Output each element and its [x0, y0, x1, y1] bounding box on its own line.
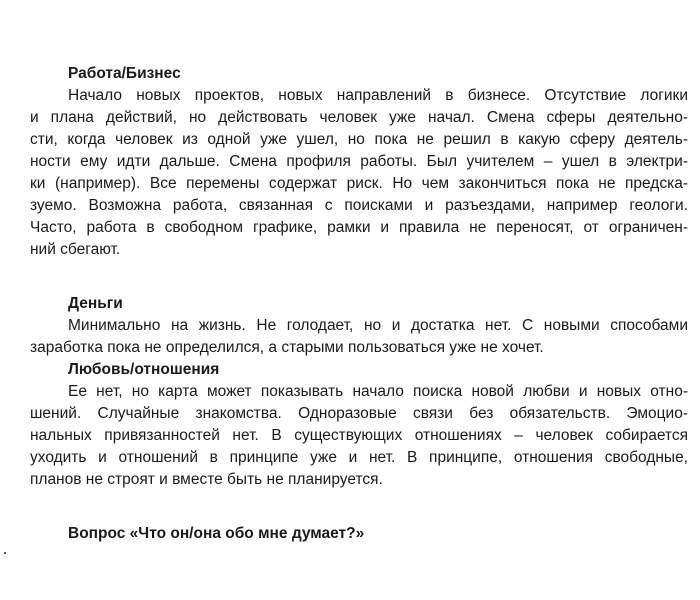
- section-heading-work: Работа/Бизнес: [68, 65, 181, 82]
- paragraph-line: Минимально на жизнь. Не голодает, но и достатка нет. С новыми способами: [68, 317, 688, 334]
- paragraph-line: и плана действий, но действовать человек уже начал. Смена сферы деятельно-: [30, 109, 688, 126]
- paragraph-line: ности ему идти дальше. Смена профиля работы. Был учителем – ушел в электри-: [30, 153, 688, 170]
- paragraph-line: Часто, работа в свободном графике, рамки и правила не переносят, от ограничен-: [30, 219, 688, 236]
- scan-speck: [4, 552, 6, 554]
- paragraph-line: заработка пока не определился, а старыми пользоваться уже не хочет.: [30, 339, 544, 356]
- section-heading-question: Вопрос «Что он/она обо мне думает?»: [68, 525, 365, 542]
- paragraph-line: Ее нет, но карта может показывать начало поиска новой любви и новых отно-: [68, 383, 688, 400]
- section-heading-love: Любовь/отношения: [68, 361, 220, 378]
- paragraph-line: ний сбегают.: [30, 241, 121, 258]
- paragraph-line: зуемо. Возможна работа, связанная с поисками и разъездами, например геологи.: [30, 197, 688, 214]
- paragraph-line: уходить и отношений в принципе уже и нет. В принципе, отношения свободные,: [30, 449, 688, 466]
- paragraph-line: нальных привязанностей нет. В существующих отношениях – человек собирается: [30, 427, 688, 444]
- paragraph-line: планов не строят и вместе быть не планируется.: [30, 471, 383, 488]
- paragraph-line: ки (например). Все перемены содержат риск. Но чем закончиться пока не предска-: [30, 175, 688, 192]
- paragraph-line: шений. Случайные знакомства. Одноразовые связи без обязательств. Эмоцио-: [30, 405, 688, 422]
- paragraph-line: сти, когда человек из одной уже ушел, но пока не решил в какую сферу деятель-: [30, 131, 688, 148]
- section-heading-money: Деньги: [68, 295, 123, 312]
- paragraph-line: Начало новых проектов, новых направлений в бизнесе. Отсутствие логики: [68, 87, 688, 104]
